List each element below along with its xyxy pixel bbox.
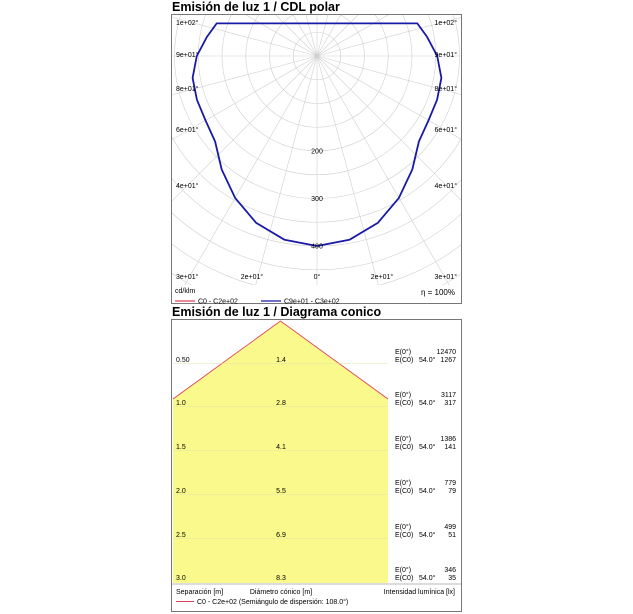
radial-label: 400 bbox=[311, 243, 323, 251]
e0-label: E(0°) bbox=[395, 392, 412, 399]
separation-value: 1.0 bbox=[176, 400, 186, 407]
diameter-value: 6.9 bbox=[276, 532, 286, 539]
half-angle-value: 54.0° bbox=[419, 488, 436, 495]
separation-value: 1.5 bbox=[176, 444, 186, 451]
e0-label: E(0°) bbox=[395, 349, 412, 356]
ec0-label: E(C0) bbox=[395, 400, 414, 407]
half-angle-value: 54.0° bbox=[419, 400, 436, 407]
angle-label-right: 8e+01° bbox=[434, 86, 457, 93]
e0-label: E(0°) bbox=[395, 436, 412, 443]
ec0-value: 79 bbox=[448, 488, 456, 495]
angle-label-left: 6e+01° bbox=[176, 127, 199, 134]
polar-title: Emisión de luz 1 / CDL polar bbox=[172, 0, 340, 14]
cone-legend-label: C0 - C2e+02 (Semiángulo de dispersión: 108.0°) bbox=[197, 599, 349, 606]
diameter-header: Diámetro cónico [m] bbox=[249, 589, 313, 596]
half-angle-value: 54.0° bbox=[419, 357, 436, 364]
separation-value: 0.50 bbox=[176, 357, 190, 364]
ec0-label: E(C0) bbox=[395, 357, 414, 364]
bottom-angle-label: 2e+01° bbox=[370, 274, 394, 281]
angle-label-left: 4e+01° bbox=[176, 183, 199, 190]
angle-label-left: 1e+02° bbox=[176, 20, 199, 27]
angle-label-left: 3e+01° bbox=[176, 274, 199, 281]
separation-value: 2.5 bbox=[176, 532, 186, 539]
e0-label: E(0°) bbox=[395, 524, 412, 531]
unit-label: cd/klm bbox=[175, 288, 196, 295]
angle-label-right: 1e+02° bbox=[434, 20, 457, 27]
diameter-value: 1.4 bbox=[276, 357, 286, 364]
ec0-value: 35 bbox=[448, 575, 456, 582]
e0-label: E(0°) bbox=[395, 567, 412, 574]
bottom-angle-label: 2e+01° bbox=[240, 274, 264, 281]
ec0-label: E(C0) bbox=[395, 444, 414, 451]
half-angle-value: 54.0° bbox=[419, 575, 436, 582]
half-angle-value: 54.0° bbox=[419, 444, 436, 451]
e0-value: 12470 bbox=[436, 349, 456, 356]
cone-chart bbox=[172, 320, 461, 611]
radial-label: 300 bbox=[311, 196, 323, 203]
efficiency-label: η = 100% bbox=[420, 288, 455, 297]
e0-label: E(0°) bbox=[395, 480, 412, 487]
separation-value: 3.0 bbox=[176, 575, 186, 582]
ec0-value: 141 bbox=[444, 444, 456, 451]
ec0-label: E(C0) bbox=[395, 575, 414, 582]
cone-panel bbox=[171, 319, 462, 612]
legend-label-c0: C0 - C2e+02 bbox=[198, 298, 238, 306]
legend-label-c90: C9e+01 - C3e+02 bbox=[284, 298, 340, 306]
angle-label-left: 8e+01° bbox=[176, 86, 199, 93]
diameter-value: 5.5 bbox=[276, 488, 286, 495]
separation-header: Separación [m] bbox=[176, 589, 224, 596]
polar-panel bbox=[171, 14, 462, 304]
cone-title: Emisión de luz 1 / Diagrama conico bbox=[172, 305, 382, 319]
grid-circle bbox=[172, 15, 461, 246]
separation-value: 2.0 bbox=[176, 488, 186, 495]
ec0-label: E(C0) bbox=[395, 532, 414, 539]
diameter-value: 4.1 bbox=[276, 444, 286, 451]
e0-value: 779 bbox=[444, 480, 456, 487]
e0-value: 499 bbox=[444, 524, 456, 531]
ec0-label: E(C0) bbox=[395, 488, 414, 495]
bottom-angle-label: 0° bbox=[313, 274, 321, 281]
ec0-value: 317 bbox=[444, 400, 456, 407]
diameter-value: 2.8 bbox=[276, 400, 286, 407]
diameter-value: 8.3 bbox=[276, 575, 286, 582]
angle-label-right: 9e+01° bbox=[434, 52, 457, 59]
angle-label-left: 9e+01° bbox=[176, 52, 199, 59]
angle-label-right: 3e+01° bbox=[434, 274, 457, 281]
angle-label-right: 6e+01° bbox=[434, 127, 457, 134]
e0-value: 1386 bbox=[440, 436, 456, 443]
radial-label: 200 bbox=[311, 148, 323, 156]
polar-chart bbox=[172, 15, 461, 285]
ec0-value: 51 bbox=[448, 532, 456, 539]
e0-value: 3117 bbox=[440, 392, 456, 399]
half-angle-value: 54.0° bbox=[419, 532, 436, 539]
e0-value: 346 bbox=[444, 567, 456, 574]
ec0-value: 1267 bbox=[440, 357, 456, 364]
intensity-header: Intensidad lumínica [lx] bbox=[383, 589, 455, 596]
angle-label-right: 4e+01° bbox=[434, 183, 457, 190]
